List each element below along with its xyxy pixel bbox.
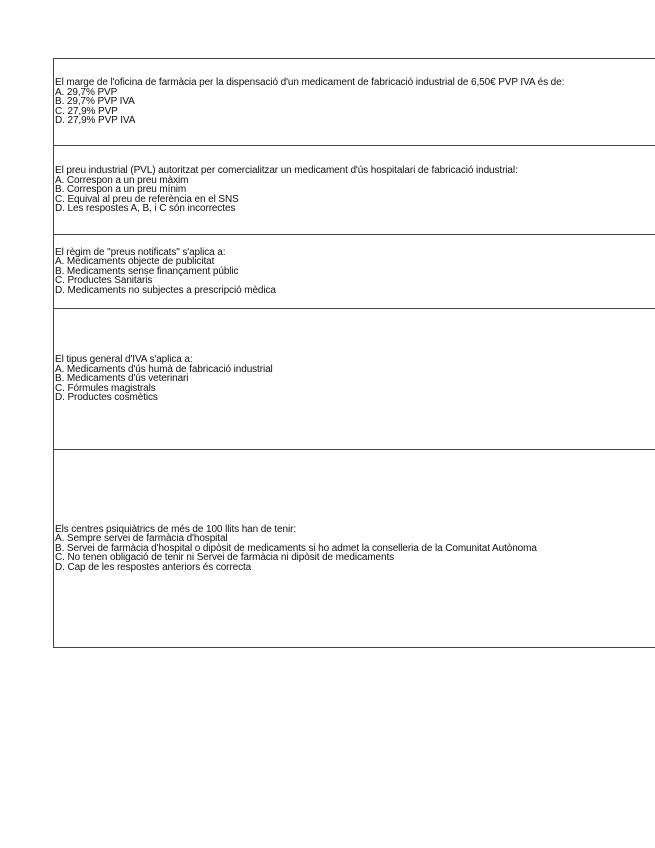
question-stem: Els centres psiquiàtrics de més de 100 llits han de tenir: [55, 523, 296, 535]
question-text [54, 525, 655, 573]
option-a: A. Sempre servei de farmàcia d'hospital [55, 533, 228, 545]
option-a: A. Medicaments d'ús humà de fabricació industrial [55, 363, 273, 375]
option-b: B. Medicaments d'ús veterinari [55, 373, 189, 385]
option-a: A. Correspon a un preu màxim [55, 174, 189, 186]
option-d: D. 27,9% PVP IVA [55, 115, 136, 127]
question-cell[interactable] [54, 59, 655, 146]
option-a: A. 29,7% PVP [55, 86, 118, 98]
option-b: B. Correspon a un preu mínim [55, 184, 187, 196]
option-b: B. Medicaments sense finançament públic [55, 265, 239, 277]
option-c: C. 27,9% PVP [55, 105, 118, 117]
option-b: B. Servei de farmàcia d'hospital o dipòsit de medicaments si ho admet la conselleria de la Comunitat Autònoma [55, 542, 537, 554]
option-c: C. Fórmules magistrals [55, 382, 156, 394]
option-c: C. Productes Sanitaris [55, 275, 153, 287]
question-text [54, 248, 655, 296]
question-cell[interactable] [54, 235, 655, 309]
option-d: D. Les respostes A, B, i C són incorrectes [55, 203, 236, 215]
question-text [54, 166, 655, 214]
question-stem: El règim de "preus notificats" s'aplica a: [55, 246, 226, 258]
option-b: B. 29,7% PVP IVA [55, 96, 135, 108]
question-stem: El preu industrial (PVL) autoritzat per comercialitzar un medicament d'ús hospitalari de fabricació industrial: [55, 165, 518, 177]
question-cell[interactable] [54, 309, 655, 450]
question-text [54, 78, 655, 126]
question-cell[interactable] [54, 450, 655, 648]
question-stem: El tipus general d'IVA s'aplica a: [55, 354, 193, 366]
option-a: A. Medicaments objecte de publicitat [55, 256, 215, 268]
question-stem: El marge de l'oficina de farmàcia per la dispensació d'un medicament de fabricació industrial de 6,50€ PVP IVA és de: [55, 77, 565, 89]
option-d: D. Medicaments no subjectes a prescripció mèdica [55, 284, 276, 296]
option-d: D. Productes cosmètics [55, 392, 158, 404]
option-c: C. No tenen obligació de tenir ni Servei de farmàcia ni dipòsit de medicaments [55, 552, 395, 564]
option-d: D. Cap de les respostes anteriors és correcta [55, 561, 252, 573]
question-cell[interactable] [54, 146, 655, 235]
question-text [54, 355, 655, 403]
option-c: C. Equival al preu de referència en el SNS [55, 193, 239, 205]
question-table [53, 58, 655, 648]
